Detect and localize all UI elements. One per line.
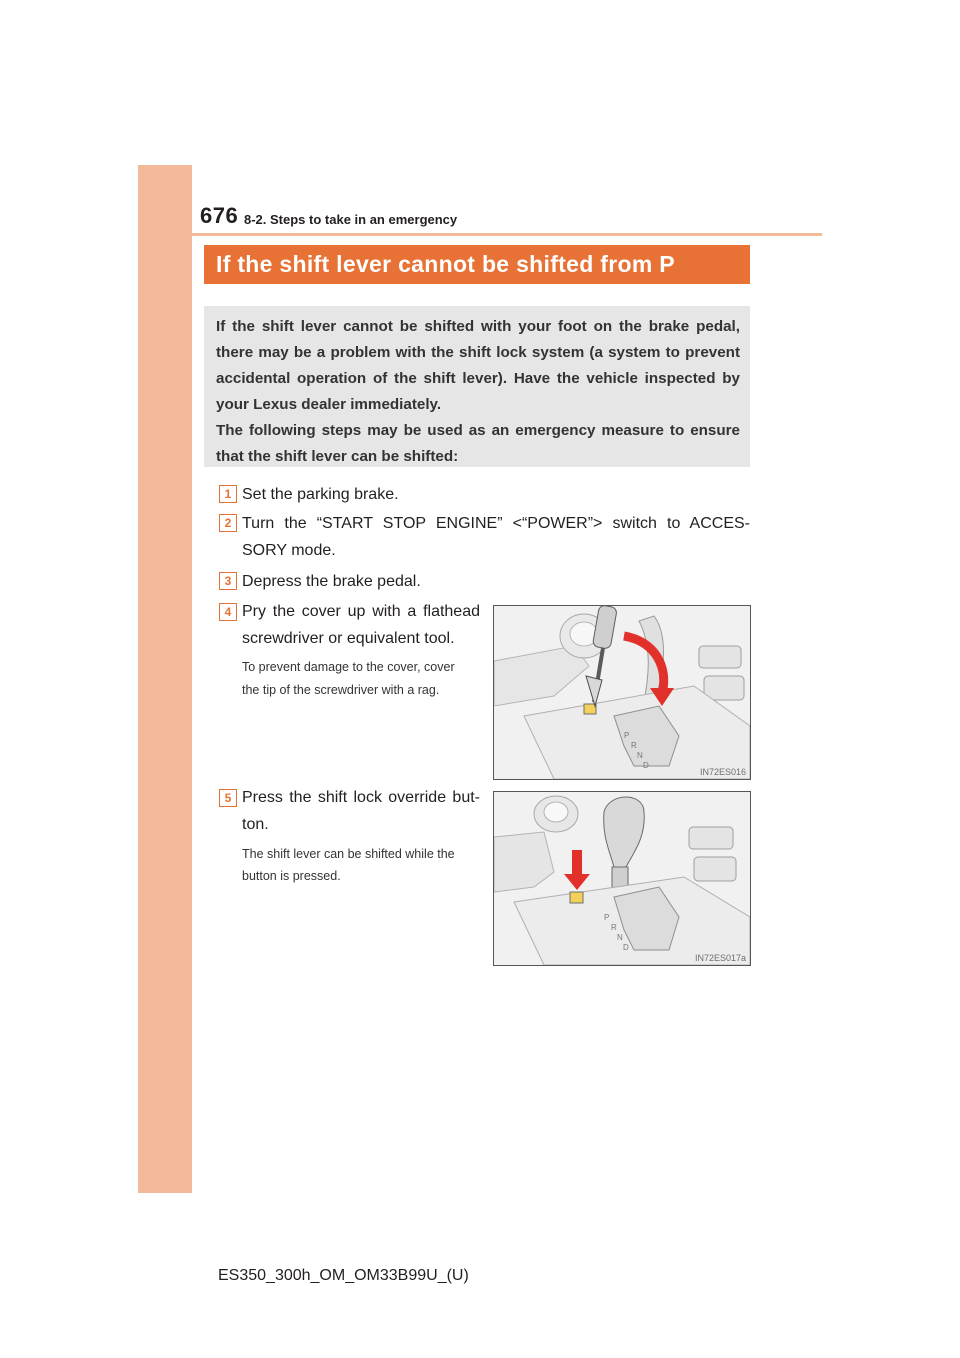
console-screwdriver-drawing bbox=[494, 606, 750, 779]
header-rule bbox=[192, 233, 822, 236]
image-code: IN72ES017a bbox=[694, 953, 746, 963]
step-4-note-line2: the tip of the screwdriver with a rag. bbox=[242, 683, 440, 697]
step-3-text: Depress the brake pedal. bbox=[242, 573, 421, 590]
step-number-3: 3 bbox=[219, 572, 237, 590]
step-4-text-line2: screwdriver or equivalent tool. bbox=[242, 630, 455, 647]
intro-box bbox=[204, 306, 750, 467]
pry-cover-illustration bbox=[493, 605, 751, 780]
press-button-illustration bbox=[493, 791, 751, 966]
footer-doc-code: ES350_300h_OM_OM33B99U_(U) bbox=[218, 1267, 469, 1284]
svg-text:N: N bbox=[617, 933, 623, 942]
step-4-text-line1: Pry the cover up with a flathead bbox=[242, 603, 480, 620]
step-number-4: 4 bbox=[219, 603, 237, 621]
step-5-note-line1: The shift lever can be shifted while the bbox=[242, 847, 455, 861]
step-4-note-line1: To prevent damage to the cover, cover bbox=[242, 660, 455, 674]
step-number-1: 1 bbox=[219, 485, 237, 503]
svg-text:D: D bbox=[643, 761, 649, 770]
intro-paragraph-2: The following steps may be used as an emergency measure to ensure that the shift lever can be shifted: bbox=[216, 422, 740, 465]
svg-text:P: P bbox=[624, 731, 630, 740]
section-title: 8-2. Steps to take in an emergency bbox=[244, 212, 458, 227]
side-tab bbox=[138, 165, 192, 1193]
step-5-text-line2: ton. bbox=[242, 816, 269, 833]
step-5-note-line2: button is pressed. bbox=[242, 869, 341, 883]
svg-text:R: R bbox=[611, 923, 617, 932]
console-button-drawing bbox=[494, 792, 750, 965]
intro-paragraph-1: If the shift lever cannot be shifted with your foot on the brake pedal, there may be a problem with the shift lock system (a system to prevent accidental operation of the shift lever). Have the vehicle inspected by your Lexus dealer immediately. bbox=[216, 318, 740, 413]
svg-text:D: D bbox=[623, 943, 629, 952]
image-code: IN72ES016 bbox=[699, 767, 746, 777]
step-number-2: 2 bbox=[219, 514, 237, 532]
page-number: 676 bbox=[200, 203, 239, 228]
step-2-text-line1: Turn the “START STOP ENGINE” <“POWER”> switch to ACCES- bbox=[242, 515, 750, 532]
step-5-text-line1: Press the shift lock override but- bbox=[242, 789, 480, 806]
step-number-5: 5 bbox=[219, 789, 237, 807]
svg-text:P: P bbox=[604, 913, 610, 922]
svg-text:R: R bbox=[631, 741, 637, 750]
page-heading: If the shift lever cannot be shifted from P bbox=[216, 251, 675, 277]
step-2-text-line2: SORY mode. bbox=[242, 542, 336, 559]
svg-text:N: N bbox=[637, 751, 643, 760]
step-1-text: Set the parking brake. bbox=[242, 486, 399, 503]
heading-bar bbox=[204, 245, 750, 284]
